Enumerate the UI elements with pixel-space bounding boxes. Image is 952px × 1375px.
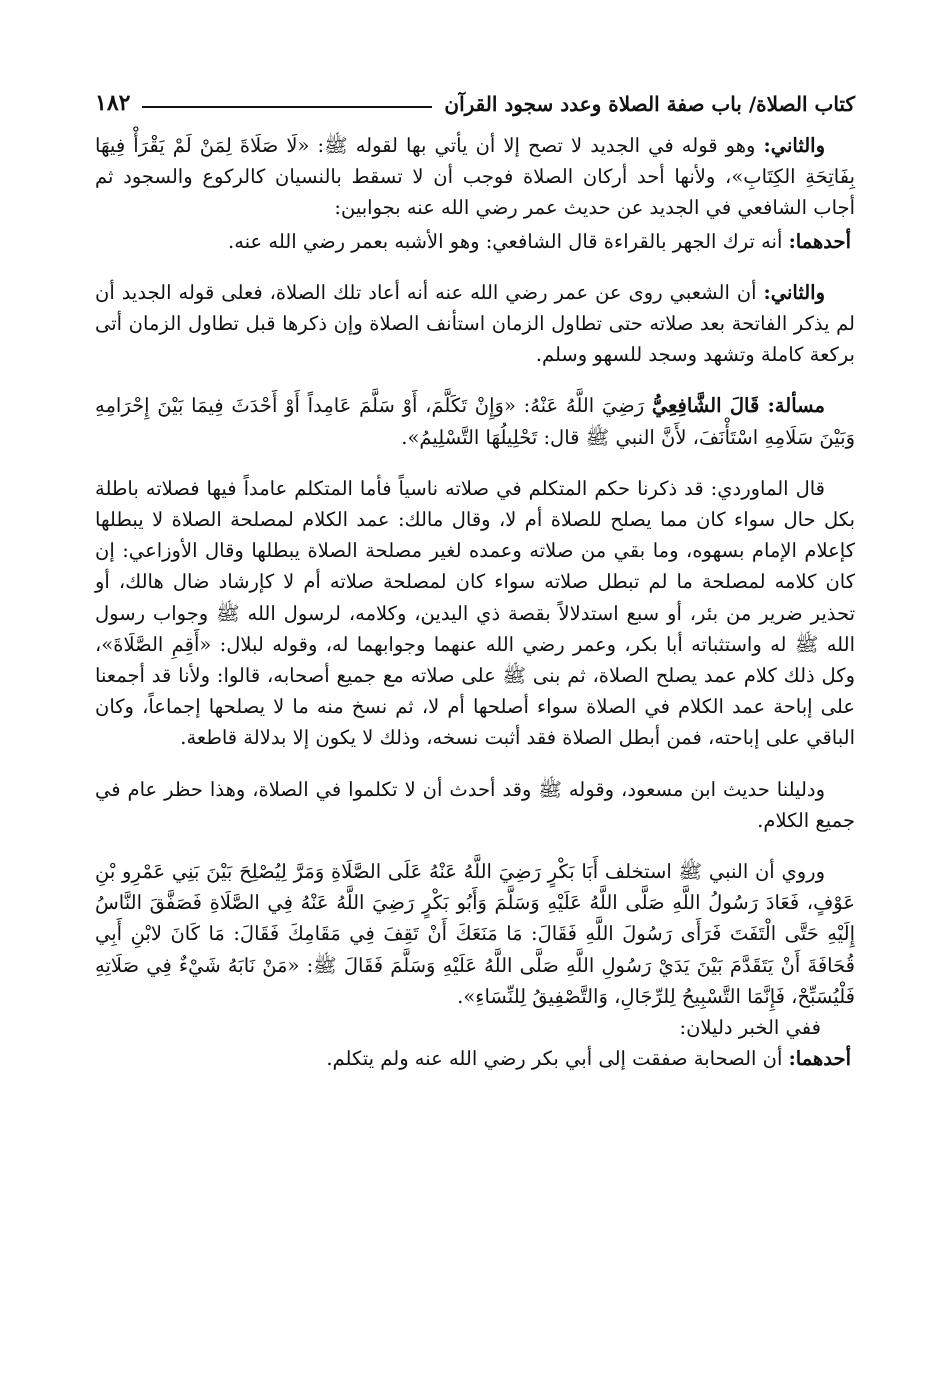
paragraph-text: ففي الخبر دليلان:: [679, 1016, 821, 1040]
paragraph-lead: والثاني:: [763, 134, 825, 157]
hadith-abu-bakr: [95, 856, 855, 1012]
body-text: [95, 130, 855, 1074]
paragraph-lead: والثاني:: [763, 280, 825, 304]
paragraph-text: ودليلنا حديث ابن مسعود، وقوله ﷺ وقد أحدث أن لا تكلموا في الصلاة، وهذا حظر عام في جميع الكلام.: [95, 777, 855, 832]
mawardi-commentary: [95, 473, 855, 754]
proof-one: [95, 1043, 855, 1074]
paragraph-lead: مسألة: قَالَ الشَّافِعِيُّ: [651, 394, 825, 418]
paragraph-lead: أحدهما:: [788, 229, 851, 253]
answer-two: [95, 277, 855, 371]
masala-statement: [95, 390, 855, 452]
header-rule: [142, 106, 432, 108]
paragraph-lead: أحدهما:: [788, 1047, 851, 1071]
page-number: ١٨٢: [95, 90, 131, 116]
paragraph-text: وهو قوله في الجديد لا تصح إلا أن يأتي بها لقوله ﷺ: «لَا صَلَاةَ لِمَنْ لَمْ يَقْرَأْ فِيهَا بِفَاتِحَةِ الكِتَابِ»، ولأنها أحد أركان الصلاة فوجب أن لا تسقط بالنسيان كالركوع والسجود ثم أجاب الشافعي في الجديد عن حديث عمر رضي الله عنه بجوابين:: [95, 134, 855, 220]
answer-one: [95, 226, 855, 257]
two-proofs-intro: [95, 1012, 855, 1043]
paragraph-text: وروي أن النبي ﷺ استخلف أَبَا بَكْرٍ رَضِيَ اللَّهُ عَنْهُ عَلَى الصَّلَاةِ وَمَرَّ لِيُصْلِحَ بَيْنَ بَنِي عَمْرِو بْنِ عَوْفٍ، فَعَادَ رَسُولُ اللَّهِ صَلَّى اللَّهُ عَلَيْهِ وَسَلَّمَ وَأَبُو بَكْرٍ رَضِيَ اللَّهُ عَنْهُ فِي الصَّلَاةِ فَصَفَّقَ النَّاسُ إِلَيْهِ حَتَّى الْتَفَتَ فَرَأَى رَسُولَ اللَّهِ فَقَالَ: مَا مَنَعَكَ أَنْ تَقِفَ فِي مَقَامِكَ فَقَالَ: مَا كَانَ لابْنِ أَبِي قُحَافَةَ أَنْ يَتَقَدَّمَ بَيْنَ يَدَيْ رَسُولِ اللَّهِ صَلَّى اللَّهُ عَلَيْهِ وَسَلَّمَ فَقَالَ ﷺ: «مَنْ نَابَهُ شَيْءٌ فِي صَلَاتِهِ فَلْيُسَبِّحْ، فَإِنَّمَا التَّسْبِيحُ لِلرِّجَالِ، وَالتَّصْفِيقُ لِلنِّسَاءِ».: [95, 860, 855, 1008]
paragraph-text: أنه ترك الجهر بالقراءة قال الشافعي: وهو الأشبه بعمر رضي الله عنه.: [228, 229, 789, 253]
paragraph-text: رَضِيَ اللَّهُ عَنْهُ: «وَإِنْ تَكَلَّمَ، أَوْ سَلَّمَ عَامِداً أَوْ أَحْدَثَ فِيمَا بَيْنَ إِحْرَامِهِ وَبَيْنَ سَلَامِهِ اسْتَأْنَفَ، لأَنَّ النبي ﷺ قال: تَحْلِيلُهَا التَّسْلِيمُ».: [95, 394, 855, 449]
paragraph-second-opinion: [95, 130, 855, 224]
book-page: [95, 82, 855, 1074]
paragraph-text: قال الماوردي: قد ذكرنا حكم المتكلم في صلاته ناسياً فأما المتكلم عامداً فيها فصلاته باطلة بكل حال سواء كان مما يصلح للصلاة أم لا، وقال مالك: عمد الكلام لمصلحة الصلاة لا يبطلها كإعلام الإمام بسهوه، وما بقي من صلاته وعمده لغير مصلحة الصلاة يبطلها وقال الأوزاعي: إن كان كلامه لمصلحة ما لم تبطل صلاته سواء كان لمصلحة صلاته أم لا كإرشاد ضال هالك، أو تحذير ضرير من بئر، أو سبع استدلالاً بقصة ذي اليدين، وكلامه، لرسول الله ﷺ وجواب رسول الله ﷺ له واستثباته أبا بكر، وعمر رضي الله عنهما وجوابهما له، وقوله لبلال: «أَقِمِ الصَّلَاةَ»، وكل ذلك كلام عمد يصلح الصلاة، ثم بنى ﷺ على صلاته مع جميع أصحابه، قالوا: ولأنا قد أجمعنا على إباحة عمد الكلام في الصلاة سواء أصلحها أم لا، ثم نسخ منه ما لا يصلحها إجماعاً، وكان الباقي على إباحته، فمن أبطل الصلاة فقد أثبت نسخه، وذلك لا يكون إلا بدلالة قاطعة.: [95, 476, 855, 750]
evidence-ibn-masud: [95, 774, 855, 836]
paragraph-text: أن الصحابة صفقت إلى أبي بكر رضي الله عنه ولم يتكلم.: [326, 1047, 789, 1071]
running-title: كتاب الصلاة/ باب صفة الصلاة وعدد سجود القرآن: [444, 92, 855, 116]
paragraph-text: أن الشعبي روى عن عمر رضي الله عنه أنه أعاد تلك الصلاة، فعلى قوله الجديد أن لم يذكر الفاتحة بعد صلاته حتى تطاول الزمان استأنف الصلاة وإن ذكرها قبل تطاول الزمان أتى بركعة كاملة وتشهد وسجد للسهو وسلم.: [95, 280, 855, 367]
page-header: [95, 82, 855, 116]
